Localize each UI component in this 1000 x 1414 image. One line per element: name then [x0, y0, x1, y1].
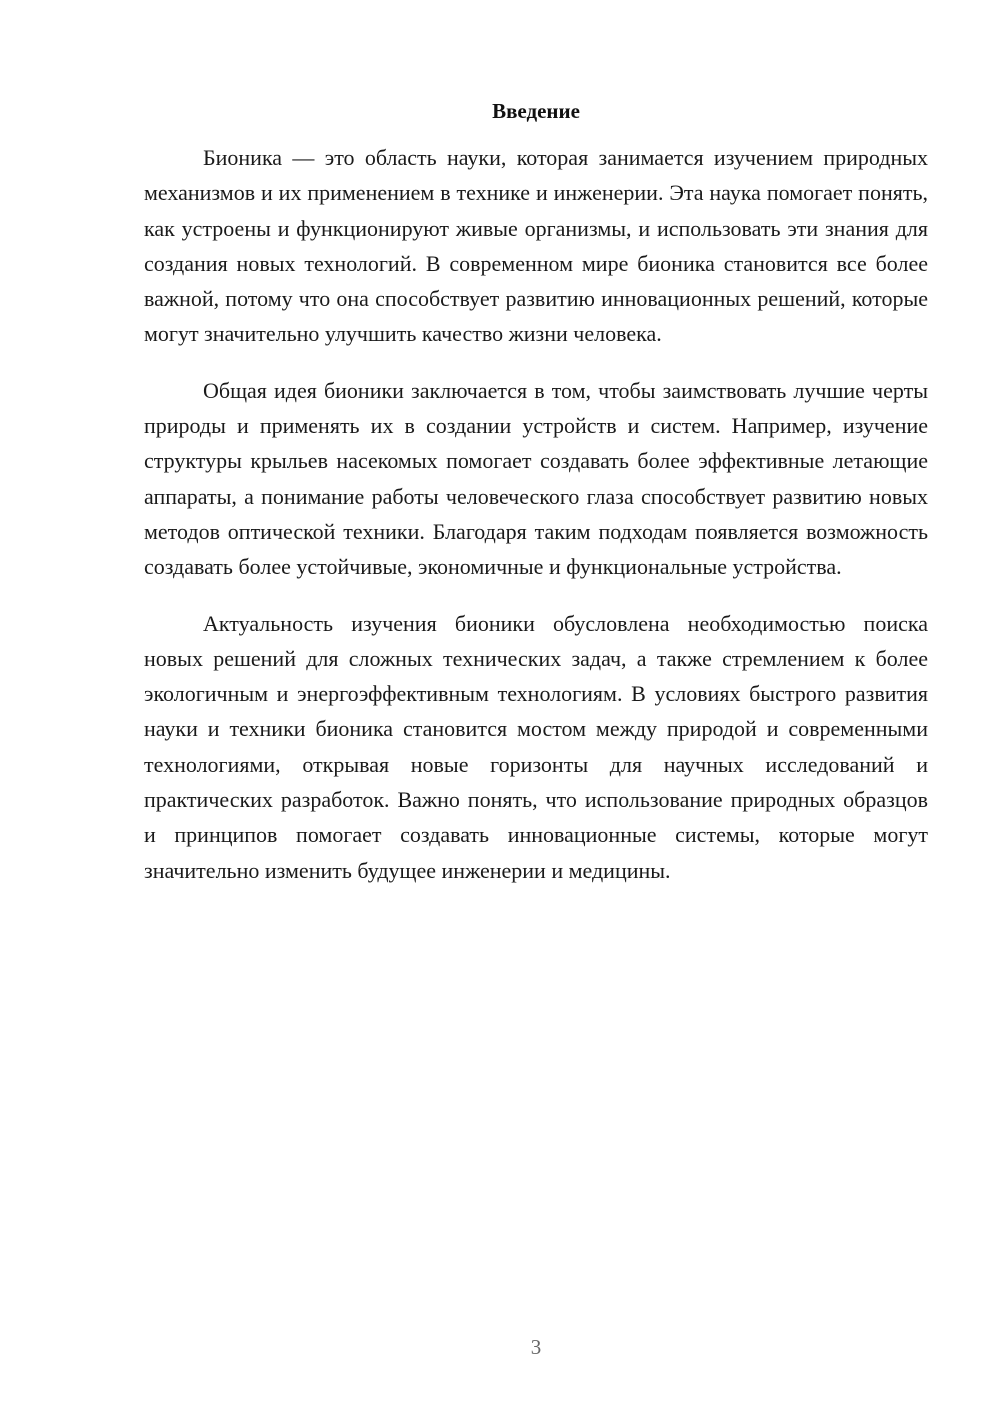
section-heading: Введение — [492, 99, 580, 123]
page-content — [144, 95, 928, 909]
paragraph-2: Общая идея бионики заключается в том, чтобы заимствовать лучшие черты природы и применять их в создании устройств и систем. Например, изучение структуры крыльев насекомых помогает создавать более эффективные летающие аппараты, а понимание работы человеческого глаза способствует развитию новых методов оптической техники. Благодаря таким подходам появляется возможность создавать более устойчивые, экономичные и функциональные устройства. — [144, 377, 928, 580]
paragraph-1: Бионика — это область науки, которая занимается изучением природных механизмов и их применением в технике и инженерии. Эта наука помогает понять, как устроены и функционируют живые организмы, и использовать эти знания для создания новых технологий. В современном мире бионика становится все более важной, потому что она способствует развитию инновационных решений, которые могут значительно улучшить качество жизни человека. — [144, 145, 928, 347]
page-number: 3 — [530, 1335, 542, 1359]
paragraph-3: Актуальность изучения бионики обусловлена необходимостью поиска новых решений для сложных технических задач, а также стремлением к более экологичным и энергоэффективным технологиям. В условиях быстрого развития науки и техники бионика становится мостом между природой и современными технологиями, открывая новые горизонты для научных исследований и практических разработок. Важно понять, что использование природных образцов и принципов помогает создавать инновационные системы, которые могут значительно изменить будущее инженерии и медицины. — [144, 610, 928, 883]
